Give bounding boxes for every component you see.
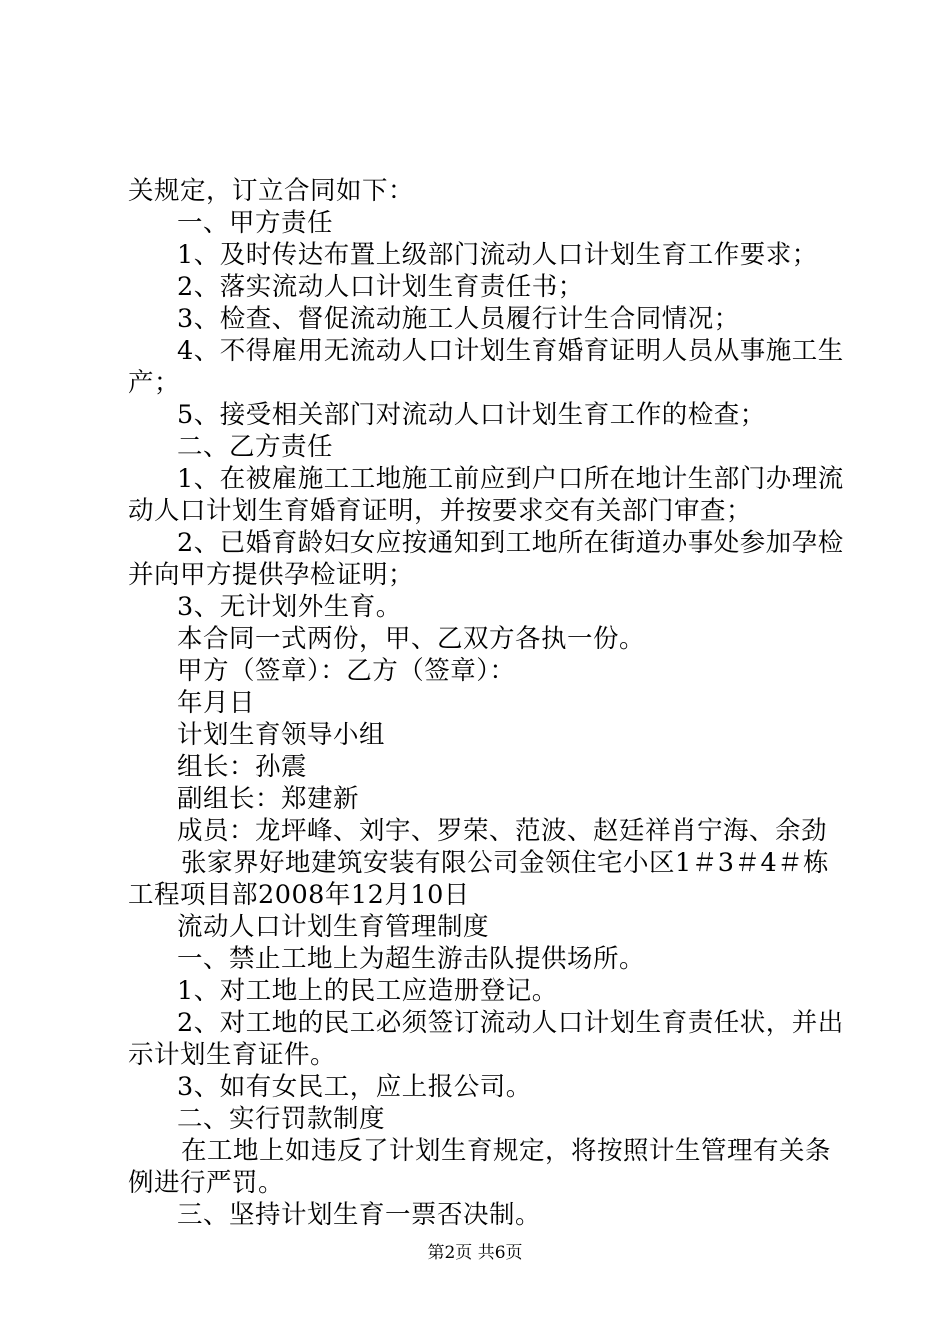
text-line: 示计划生育证件。 [128,1040,337,1070]
text-line: 关规定，订立合同如下： [128,176,415,206]
text-line: 成员：龙坪峰、刘宇、罗荣、范波、赵廷祥肖宁海、余劲 [177,816,828,846]
text-line: 3、如有女民工，应上报公司。 [177,1072,532,1102]
text-line: 工程项目部2008年12月10日 [128,880,470,910]
text-line: 2、对工地的民工必须签订流动人口计划生育责任状，并出 [177,1008,844,1038]
section-heading: 三、坚持计划生育一票否决制。 [177,1200,542,1230]
text-line: 组长：孙震 [177,752,308,782]
text-line: 1、在被雇施工工地施工前应到户口所在地计生部门办理流 [177,464,844,494]
text-line: 3、无计划外生育。 [177,592,402,622]
date-line: 年月日 [177,688,256,718]
signature-line: 甲方（签章）：乙方（签章）： [177,656,516,686]
text-line: 副组长：郑建新 [177,784,360,814]
document-title: 流动人口计划生育管理制度 [177,912,490,942]
text-line: 本合同一式两份，甲、乙双方各执一份。 [177,624,646,654]
text-line: 在工地上如违反了计划生育规定，将按照计生管理有关条 [181,1136,832,1166]
group-title: 计划生育领导小组 [177,720,386,750]
text-line: 1、及时传达布置上级部门流动人口计划生育工作要求； [177,240,818,270]
text-line: 4、不得雇用无流动人口计划生育婚育证明人员从事施工生 [177,336,844,366]
text-line: 2、落实流动人口计划生育责任书； [177,272,584,302]
section-heading: 一、禁止工地上为超生游击队提供场所。 [177,944,646,974]
text-line: 5、接受相关部门对流动人口计划生育工作的检查； [177,400,766,430]
section-heading: 二、实行罚款制度 [177,1104,386,1134]
section-heading: 二、乙方责任 [177,432,334,462]
page-number-footer: 第2页 共6页 [427,1243,523,1263]
text-line: 产； [128,368,181,398]
text-line: 1、对工地上的民工应造册登记。 [177,976,558,1006]
text-line: 张家界好地建筑安装有限公司金领住宅小区1＃3＃4＃栋 [181,848,830,878]
text-line: 例进行严罚。 [128,1168,285,1198]
text-line: 3、检查、督促流动施工人员履行计生合同情况； [177,304,740,334]
text-line: 动人口计划生育婚育证明，并按要求交有关部门审查； [128,496,753,526]
text-line: 2、已婚育龄妇女应按通知到工地所在街道办事处参加孕检 [177,528,844,558]
section-heading: 一、甲方责任 [177,208,334,238]
text-line: 并向甲方提供孕检证明； [128,560,415,590]
